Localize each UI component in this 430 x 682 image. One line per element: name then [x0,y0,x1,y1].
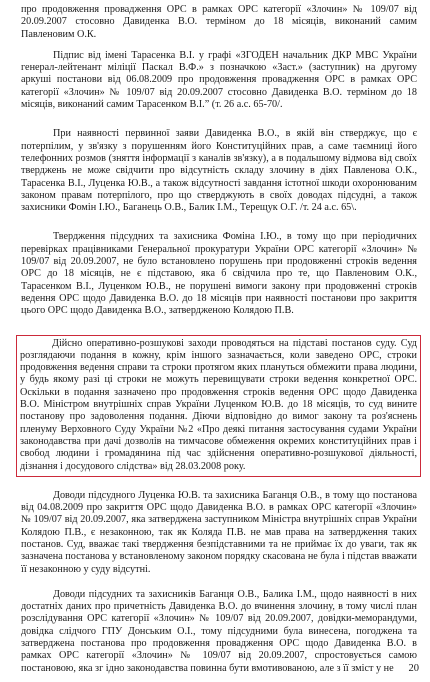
spacer [21,111,417,128]
page-number: 20 [408,663,419,674]
paragraph-3: При наявності первинної заяви Давиденка В.О., в якій він стверджує, що є потерпілим, у зв'язку з порушенням його Конституційних прав, а саме таємниці його телефонних розмов (зняття інформації з каналів зв'язку), а в подальшому відмова від своїх тверджень не може свідчити про відсутність складу злочину в діях Павленова О.К., Тарасенка В.І., Луценка Ю.В., а також відсутності завдання істотної шкоди охоронюваним законом правам потерпілого, про що стверджують в своїх доводах підсудні, а також захисники Фомін І.Ю., Баганець О.В., Балик І.М., Терещук О.Г. /т. 24 а.с. 65\. [21,128,417,214]
paragraph-1: про продовження провадження ОРС в рамках ОРС категорії «Злочин» № 109/07 від 20.09.2007 стосовно Давиденка В.О. терміном до 18 місяців, виконаний самим Павленовим О.К. [21,4,417,40]
paragraph-4: Твердження підсудних та захисника Фоміна І.Ю., в тому що при періодичних перевірках працівниками Генеральної прокуратури України ОРС категорії «Злочин» № 109/07 від 20.09.2007, не було встановлено порушень при продовженні строків ведення ОРС до 18 місяців, не є підставою, яка б свідчила про те, що Павленовим О.К., Тарасенком В.І., Луценком Ю.В., не порушені вимоги закону при продовженні строків ведення ОРС щодо Давиденка В.О. до 18 місяців при наявності постанови про закриття цього ОРС щодо Давиденка В.О., затвердженою Колядою П.В. [21,231,417,317]
paragraph-2: Підпис від імені Тарасенка В.І. у графі «ЗГОДЕН начальник ДКР МВС України генерал-лейтенант міліції Паскал В.Ф.» з позначкою «Заст.» (заступник) на другому аркуші постанови від 06.08.2009 про продовження провадження ОРС в рамках ОРС категорії «Злочин» № 109/07 від 20.09.2007 стосовно Давиденка В.О. терміном до 18 місяців, виконаний самим Тарасенком В.І.” (т. 26 а.с. 65-70/. [21,49,417,111]
spacer [21,477,417,490]
spacer [21,214,417,231]
spacer [21,318,417,335]
highlighted-passage-box [16,335,421,477]
paragraph-6: Доводи підсудного Луценка Ю.В. та захисника Баганця О.В., в тому що постанова від 04.08.2009 про закриття ОРС щодо Давиденка В.О. в рамках ОРС категорії «Злочин» № 109/07 від 20.09.2007, яка затверджена заступником Міністра внутрішніх справ України Колядою П.В., є незаконною, так як Коляда П.В. не мав права на затвердження таких постанов. Суд, вважає такі твердження безпідставними та не приймає їх до уваги, так як зазначена постанова у встановленому законом порядку скасована не була і підстав вважати її незаконною у суду відсутні. [21,489,417,575]
paragraph-5-highlighted: Дійсно оперативно-розшукові заходи проводяться на підставі постанов суду. Суд розглядаючи подання в кожну, крім іншого зазначається, коли заведено ОРС, строки продовження ведення справи та строки протягом яких плануться обмежити права людини, у будь якому разі ці строки не можуть перевищувати строки ведення конкретної ОРС. Оскільки в подання зазначено про продовження строків ведення ОРС щодо Давиденка В.О. Міністром внутрішніх справ України Луценком Ю.В. до 18 місяців, то суд вините постанову про задоволення подання. Діючи відповідно до вимог закону та роз'яснень пленуму Верховного Суду України №2 «Про деякі питання застосування судами України законодавства при дачі дозволів на тимчасове обмеження окремих конституційних прав і свобод людини і громадянина під час здійснення оперативно-розшукової діяльності, дізнання і досудового слідства» від 28.03.2008 року. [20,337,417,472]
paragraph-7: Доводи підсудних та захисників Баганця О.В., Балика І.М., щодо наявності в них достатніх даних про причетність Давиденка В.О. до вчинення злочину, в тому числі план розслідування ОРС категорії «Злочин» № 109/07 від 20.09.2007, довідки-меморандуми, довідка слідчого ГПУ Донським О.І., тому підсудними була винесена, погоджена та затверджена постанова про продовження провадження ОРС щодо Давиденка В.О. в рамках ОРС категорії «Злочин» № 109/07 від 20.09.2007, спростовується самою постановою, яка зг ідно законодавства повинна бути вмотивованою, але з її зміст у не [21,588,417,674]
spacer [21,41,417,50]
spacer [21,576,417,589]
